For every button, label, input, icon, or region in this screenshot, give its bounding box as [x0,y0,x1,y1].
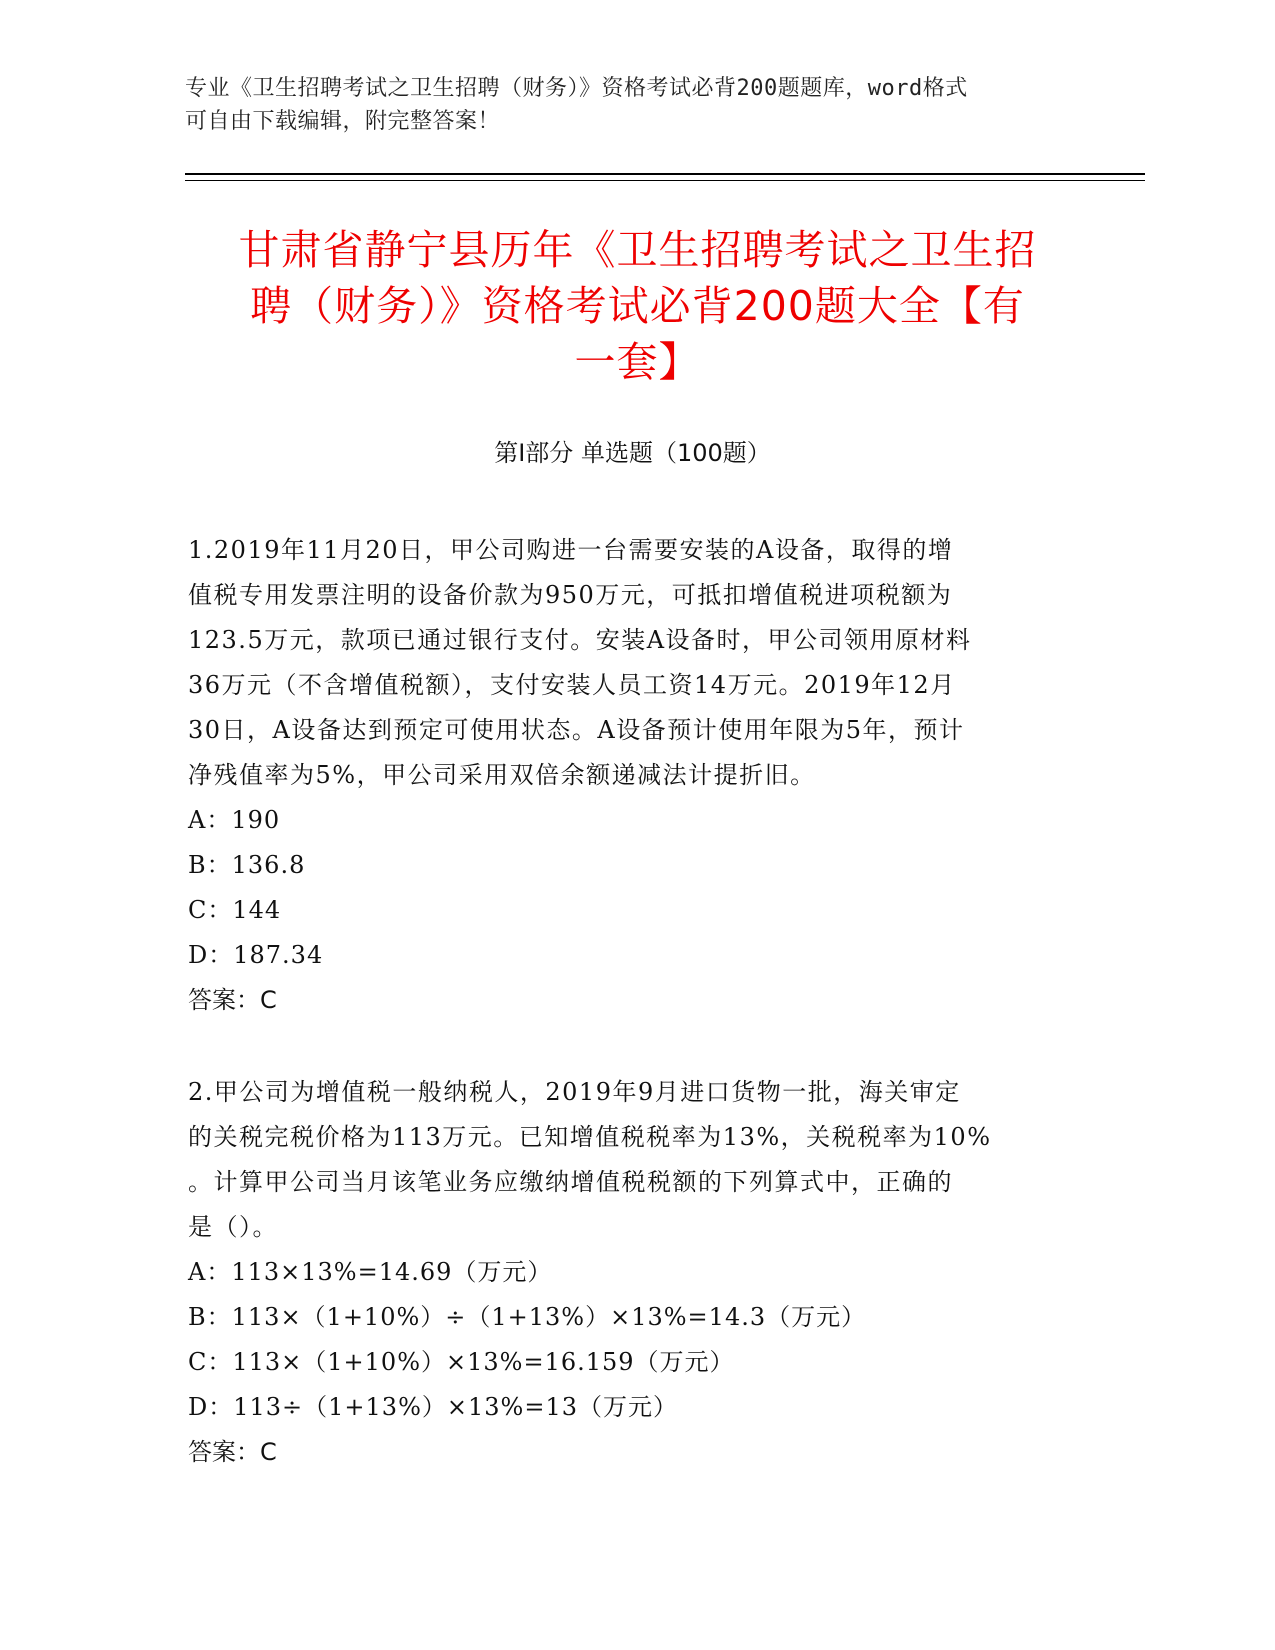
option-b: B：113×（1+10%）÷（1+13%）×13%=14.3（万元） [188,1303,867,1331]
document-title-line: 聘（财务）》资格考试必背200题大全【有 [250,282,1025,330]
document-title-line: 一套】 [574,338,701,386]
option-b: B：136.8 [188,851,306,879]
option-a: A：113×13%=14.69（万元） [188,1258,553,1286]
question-stem-line: 是（）。 [188,1213,278,1241]
question-stem-line: 1.2019年11月20日，甲公司购进一台需要安装的A设备，取得的增 [188,536,954,564]
question-stem-line: 的关税完税价格为113万元。已知增值税税率为13%，关税税率为10% [188,1123,992,1151]
question-stem-line: 30日，A设备达到预定可使用状态。A设备预计使用年限为5年，预计 [188,716,965,744]
question-1 [188,528,1078,1023]
question-stem [188,1070,1078,1250]
section-title: 第Ⅰ部分 单选题（100题） [494,439,771,467]
header-note [185,72,1065,138]
question-stem-line: 123.5万元，款项已通过银行支付。安装A设备时，甲公司领用原材料 [188,626,972,654]
header-divider-thick [185,173,1145,175]
answer: 答案：C [188,986,277,1014]
question-stem-line: 36万元（不含增值税额），支付安装人员工资14万元。2019年12月 [188,671,956,699]
question-stem-line: 。计算甲公司当月该笔业务应缴纳增值税税额的下列算式中，正确的 [188,1168,953,1196]
question-stem-line: 2.甲公司为增值税一般纳税人，2019年9月进口货物一批，海关审定 [188,1078,961,1106]
header-note-line: 可自由下载编辑，附完整答案！ [185,109,501,134]
option-c: C：113×（1+10%）×13%=16.159（万元） [188,1348,735,1376]
answer: 答案：C [188,1438,277,1466]
header-note-line: 专业《卫生招聘考试之卫生招聘（财务）》资格考试必背200题题库，word格式 [185,76,968,101]
option-c: C：144 [188,896,282,924]
option-a: A：190 [188,806,281,834]
document-title [190,222,1085,390]
question-stem [188,528,1078,798]
option-d: D：187.34 [188,941,324,969]
option-d: D：113÷（1+13%）×13%=13（万元） [188,1393,678,1421]
header-divider-thin [185,180,1145,181]
question-stem-line: 净残值率为5%，甲公司采用双倍余额递减法计提折旧。 [188,761,816,789]
document-title-line: 甘肃省静宁县历年《卫生招聘考试之卫生招 [238,226,1037,274]
question-stem-line: 值税专用发票注明的设备价款为950万元，可抵扣增值税进项税额为 [188,581,953,609]
question-2 [188,1070,1078,1475]
